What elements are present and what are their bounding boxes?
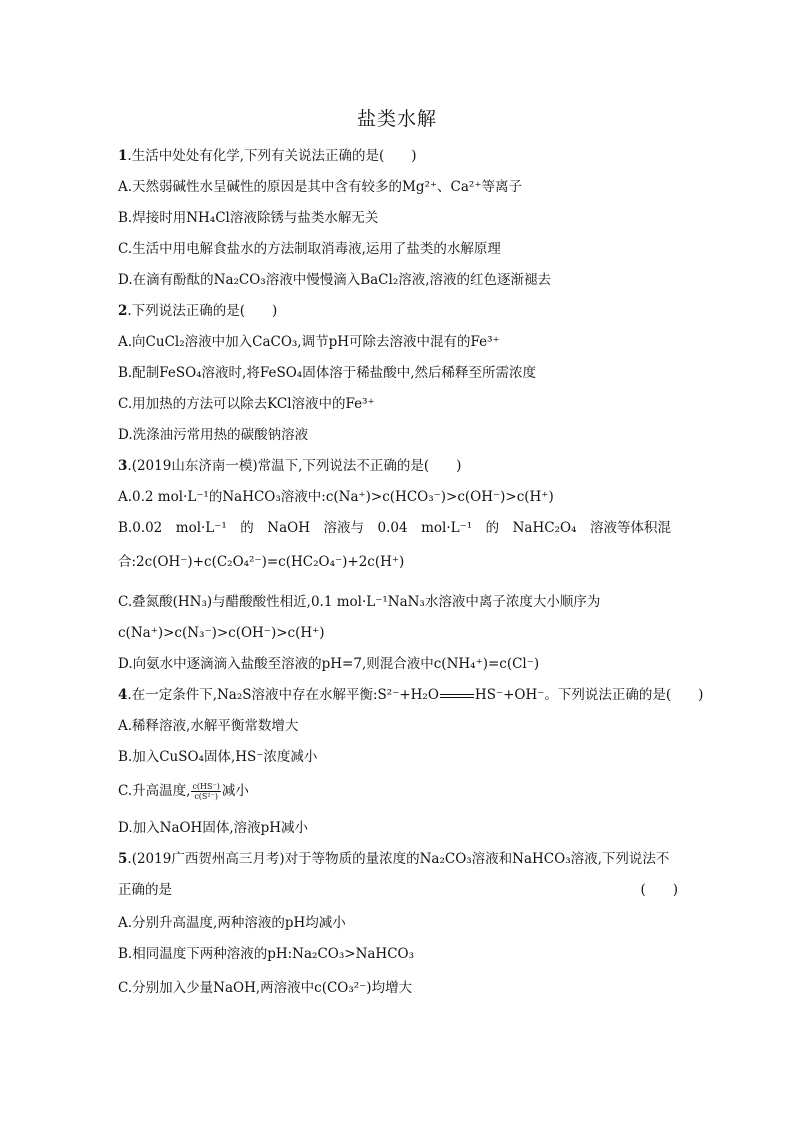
question-5-stem: 5.(2019广西贺州高三月考)对于等物质的量浓度的Na₂CO₃溶液和NaHCO₃溶液,下列说法不 — [118, 851, 670, 867]
question-2-stem: 2.下列说法正确的是( ) — [118, 303, 278, 319]
question-5-option-b: B.相同温度下两种溶液的pH:Na₂CO₃>NaHCO₃ — [118, 946, 415, 962]
question-1-option-d: D.在滴有酚酞的Na₂CO₃溶液中慢慢滴入BaCl₂溶液,溶液的红色逐渐褪去 — [118, 272, 552, 288]
question-3-option-d: D.向氨水中逐滴滴入盐酸至溶液的pH=7,则混合液中c(NH₄⁺)=c(Cl⁻) — [118, 656, 540, 672]
question-3-option-c-line2: c(Na⁺)>c(N₃⁻)>c(OH⁻)>c(H⁺) — [118, 625, 325, 641]
question-5-option-a: A.分别升高温度,两种溶液的pH均减小 — [118, 915, 346, 931]
question-4-option-d: D.加入NaOH固体,溶液pH减小 — [118, 820, 309, 836]
question-2-option-d: D.洗涤油污常用热的碳酸钠溶液 — [118, 427, 309, 443]
question-4-stem: 4.在一定条件下,Na₂S溶液中存在水解平衡:S²⁻+H₂O HS⁻+OH⁻。下列说法正确的是( ) — [118, 687, 704, 703]
question-5-stem-line2: 正确的是 ( ) — [118, 882, 678, 898]
question-1-stem: 1.生活中处处有化学,下列有关说法正确的是( ) — [118, 148, 417, 164]
question-4-option-b: B.加入CuSO₄固体,HS⁻浓度减小 — [118, 749, 318, 765]
question-4-option-c: C.升高温度, $\frac{c(HS^-)}{\text{c(S²⁻)}}$ 减小 — [118, 782, 249, 801]
question-1-option-c: C.生活中用电解食盐水的方法制取消毒液,运用了盐类的水解原理 — [118, 241, 501, 257]
question-2-option-b: B.配制FeSO₄溶液时,将FeSO₄固体溶于稀盐酸中,然后稀释至所需浓度 — [118, 365, 536, 381]
question-2-option-c: C.用加热的方法可以除去KCl溶液中的Fe³⁺ — [118, 396, 375, 412]
question-2-option-a: A.向CuCl₂溶液中加入CaCO₃,调节pH可除去溶液中混有的Fe³⁺ — [118, 334, 500, 350]
question-3-option-b-line1: B.0.02 mol·L⁻¹ 的 NaOH 溶液与 0.04 mol·L⁻¹ 的 NaHC₂O₄ 溶液等体积混 — [118, 520, 671, 536]
question-3-stem: 3.(2019山东济南一模)常温下,下列说法不正确的是( ) — [118, 458, 462, 474]
fraction: $\frac{c(HS^-)}{\text{c(S²⁻)}}$ — [192, 782, 220, 801]
question-1-option-b: B.焊接时用NH₄Cl溶液除锈与盐类水解无关 — [118, 210, 379, 226]
answer-paren: ( ) — [640, 882, 678, 898]
equilibrium-arrow-icon — [440, 692, 474, 700]
question-5-option-c: C.分别加入少量NaOH,两溶液中c(CO₃²⁻)均增大 — [118, 980, 413, 996]
question-1-option-a: A.天然弱碱性水呈碱性的原因是其中含有较多的Mg²⁺、Ca²⁺等离子 — [118, 179, 522, 195]
question-3-option-a: A.0.2 mol·L⁻¹的NaHCO₃溶液中:c(Na⁺)>c(HCO₃⁻)>c(OH⁻)>c(H⁺) — [118, 489, 554, 505]
page-title: 盐类水解 — [356, 108, 437, 130]
question-4-option-a: A.稀释溶液,水解平衡常数增大 — [118, 718, 299, 734]
question-3-option-b-line2: 合:2c(OH⁻)+c(C₂O₄²⁻)=c(HC₂O₄⁻)+2c(H⁺) — [118, 554, 405, 570]
question-3-option-c-line1: C.叠氮酸(HN₃)与醋酸酸性相近,0.1 mol·L⁻¹NaN₃水溶液中离子浓度大小顺序为 — [118, 594, 601, 610]
